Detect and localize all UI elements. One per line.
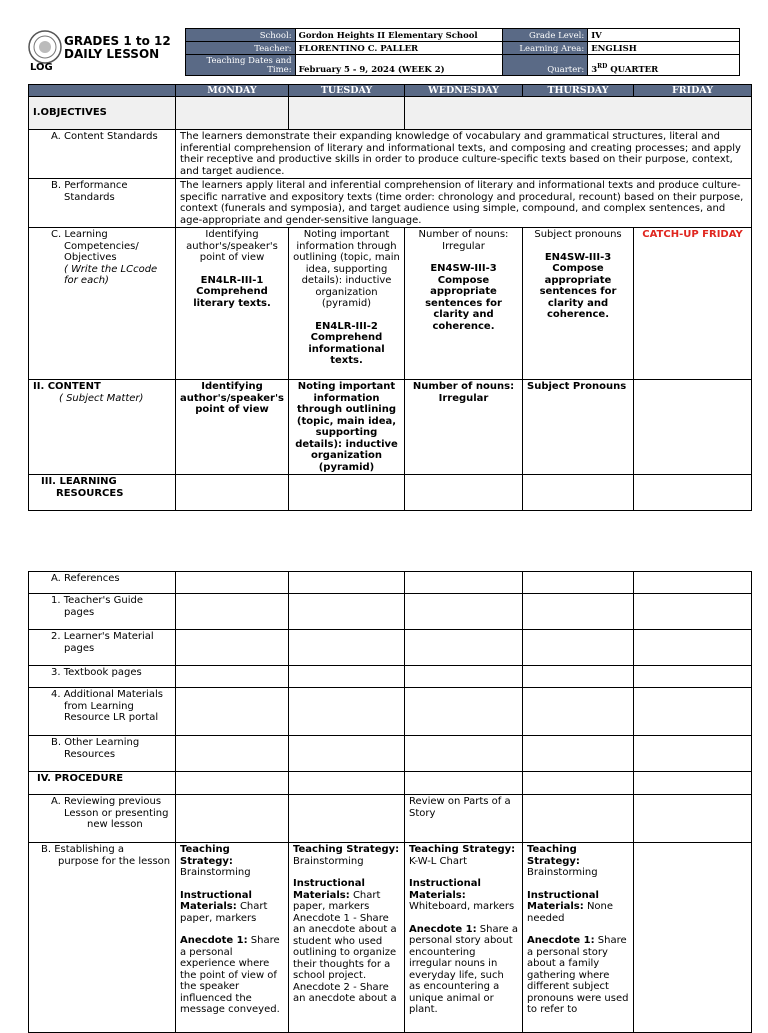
content-monday: Identifying author's/speaker's point of view <box>176 380 289 475</box>
title-line-1: GRADES 1 to 12 <box>64 34 171 48</box>
competencies-label: C. Learning Competencies/ Objectives ( Write the LCcode for each) <box>29 228 176 380</box>
dates-value: February 5 - 9, 2024 (WEEK 2) <box>295 55 503 76</box>
day-wednesday: WEDNESDAY <box>405 85 523 97</box>
other-resources-label: B. Other Learning Resources <box>29 736 176 772</box>
dll-header <box>28 28 740 74</box>
review-wednesday: Review on Parts of a Story <box>405 795 523 843</box>
day-tuesday: TUESDAY <box>289 85 405 97</box>
seal-icon <box>28 30 62 64</box>
establishing-thursday: Teaching Strategy: Brainstorming Instructional Materials: None needed Anecdote 1: Share a personal story about a family gathering where different subject pronouns were used to refer to <box>523 843 634 1033</box>
establishing-label: B. Establishing a purpose for the lesson <box>29 843 176 1033</box>
content-standards-label: A. Content Standards <box>29 130 176 179</box>
day-thursday: THURSDAY <box>523 85 634 97</box>
reviewing-label: A. Reviewing previous Lesson or presenting new lesson <box>29 795 176 843</box>
quarter-label: Quarter: <box>503 55 588 76</box>
performance-standards-text: The learners apply literal and inferential comprehension of literary and informational texts and produce culture-specific narrative and expository texts (time order: chronology and procedural, recount) based on their purpose, context (funerals and symposia), and target audience using simple, compound, and complex sentences, and age-appropriate and gender-sensitive language. <box>176 179 752 228</box>
content-tuesday: Noting important information through outlining (topic, main idea, supporting details): inductive organization (pyramid) <box>289 380 405 475</box>
competency-tuesday: Noting important information through outlining (topic, main idea, supporting details): inductive organization (pyramid) EN4LR-III-2 Comprehend informational texts. <box>289 228 405 380</box>
content-wednesday: Number of nouns: Irregular <box>405 380 523 475</box>
day-monday: MONDAY <box>176 85 289 97</box>
resources-procedure-table <box>28 571 752 1033</box>
additional-materials-label: 4. Additional Materials from Learning Resource LR portal <box>29 688 176 736</box>
procedure-heading: IV. PROCEDURE <box>29 772 176 795</box>
area-label: Learning Area: <box>503 42 588 55</box>
performance-standards-label: B. Performance Standards <box>29 179 176 228</box>
deped-seal <box>28 30 62 73</box>
competency-monday: Identifying author's/speaker's point of view EN4LR-III-1 Comprehend literary texts. <box>176 228 289 380</box>
teacher-value: FLORENTINO C. PALLER <box>295 42 503 55</box>
title-line-2: DAILY LESSON <box>64 47 160 61</box>
quarter-value: 3RD QUARTER <box>588 55 740 76</box>
teacher-label: Teacher: <box>186 42 296 55</box>
area-value: ENGLISH <box>588 42 740 55</box>
day-friday: FRIDAY <box>634 85 752 97</box>
content-standards-text: The learners demonstrate their expanding knowledge of vocabulary and grammatical structures, literal and inferential comprehension of literary and informational texts, and composing and creating processes; and apply their receptive and productive skills in order to produce culture-specific texts based on their purpose, context, and target audience. <box>176 130 752 179</box>
references-label: A. References <box>29 572 176 594</box>
log-label: LOG <box>30 62 53 73</box>
content-label: II. CONTENT ( Subject Matter) <box>29 380 176 475</box>
establishing-tuesday: Teaching Strategy: Brainstorming Instructional Materials: Chart paper, markers Anecdote 1 - Share an anecdote about a student who used outlining to organize their thoughts for a school project. Anecdote 2 - Share an anecdote about a <box>289 843 405 1033</box>
establishing-monday: Teaching Strategy: Brainstorming Instructional Materials: Chart paper, markers Anecdote 1: Share a personal experience where the point of view of the speaker influenced the message conveyed. <box>176 843 289 1033</box>
grade-label: Grade Level: <box>503 29 588 42</box>
learning-resources-label: III. LEARNING RESOURCES <box>29 475 176 511</box>
objectives-heading: I.OBJECTIVES <box>29 97 176 130</box>
content-thursday: Subject Pronouns <box>523 380 634 475</box>
dates-label: Teaching Dates and Time: <box>186 55 296 76</box>
grade-value: IV <box>588 29 740 42</box>
school-value: Gordon Heights II Elementary School <box>295 29 503 42</box>
objectives-table <box>28 84 752 511</box>
teachers-guide-label: 1. Teacher's Guide pages <box>29 594 176 630</box>
establishing-wednesday: Teaching Strategy: K-W-L Chart Instructional Materials: Whiteboard, markers Anecdote 1: Share a personal story about encountering irregular nouns in everyday life, such as encountering a unique animal or plant. <box>405 843 523 1033</box>
textbook-pages-label: 3. Textbook pages <box>29 666 176 688</box>
competency-thursday: Subject pronouns EN4SW-III-3 Compose appropriate sentences for clarity and coherence. <box>523 228 634 380</box>
school-label: School: <box>186 29 296 42</box>
learners-material-label: 2. Learner's Material pages <box>29 630 176 666</box>
competency-friday: CATCH-UP FRIDAY <box>634 228 752 380</box>
corner-cell <box>29 85 176 97</box>
header-info-table <box>185 28 740 76</box>
competency-wednesday: Number of nouns: Irregular EN4SW-III-3 Compose appropriate sentences for clarity and coherence. <box>405 228 523 380</box>
